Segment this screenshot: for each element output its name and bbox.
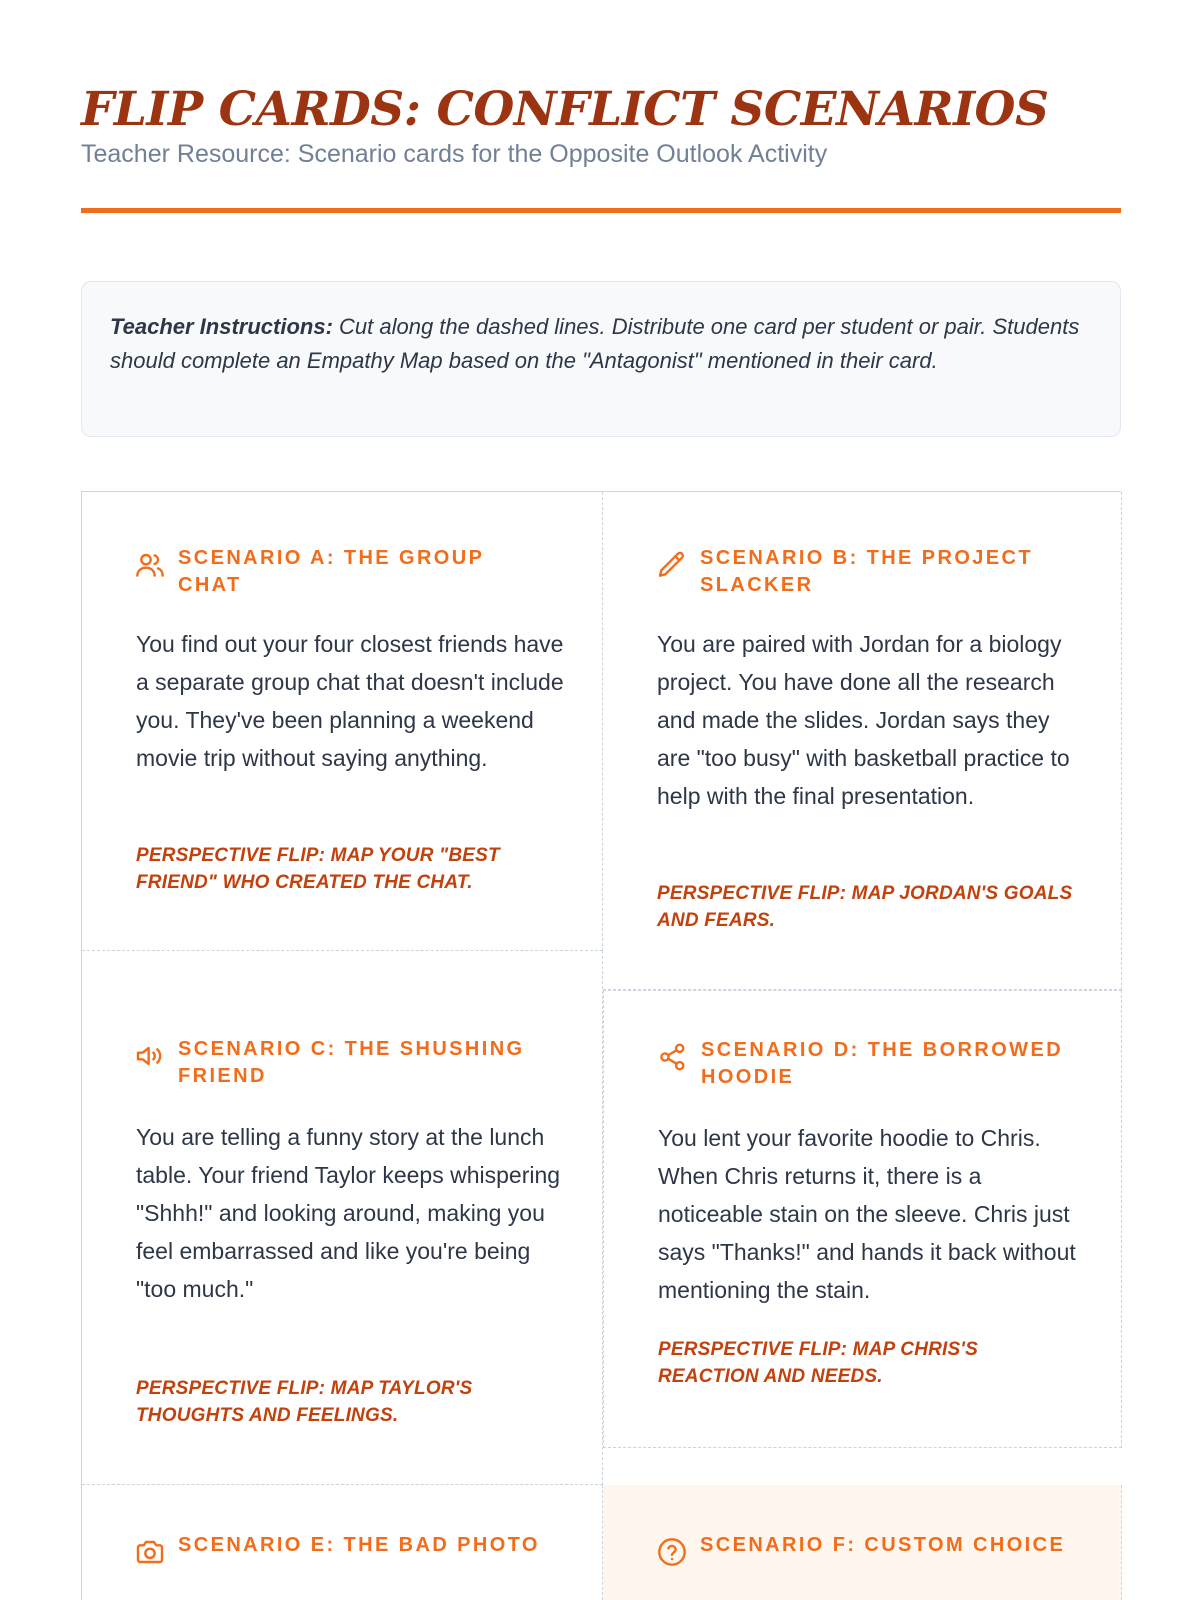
card-a-title: SCENARIO A: THE GROUP CHAT <box>178 547 484 596</box>
page-subtitle: Teacher Resource: Scenario cards for the Opposite Outlook Activity <box>81 140 828 168</box>
scenario-card-e <box>82 1485 603 1600</box>
question-circle-icon <box>656 1536 688 1568</box>
card-c-body: You are telling a funny story at the lunch table. Your friend Taylor keeps whispering "Shhh!" and looking around, making you feel embarrassed and like you're being "too much." <box>136 1124 561 1302</box>
scenario-card-c <box>82 951 603 1485</box>
page-header <box>81 80 1121 170</box>
card-d-body: You lent your favorite hoodie to Chris. When Chris returns it, there is a noticeable stain on the sleeve. Chris just says "Thanks!" and hands it back without mentioning the stain. <box>658 1125 1076 1303</box>
pencil-icon <box>656 549 688 581</box>
card-d-title: SCENARIO D: THE BORROWED HOODIE <box>701 1039 1064 1088</box>
speaker-icon <box>134 1040 166 1072</box>
header-divider <box>81 208 1121 213</box>
users-icon <box>134 549 166 581</box>
scenario-card-f <box>603 1485 1122 1600</box>
instructions-text: Cut along the dashed lines. Distribute one card per student or pair. Students should complete an Empathy Map based on the "Antagonist" mentioned in their card. <box>110 314 1080 373</box>
scenario-card-a <box>82 492 603 951</box>
scenario-card-b <box>603 492 1122 990</box>
page-title: FLIP CARDS: CONFLICT SCENARIOS <box>81 82 1049 137</box>
instructions-label: Teacher Instructions: <box>110 314 333 339</box>
card-e-title: SCENARIO E: THE BAD PHOTO <box>178 1534 540 1556</box>
camera-icon <box>134 1536 166 1568</box>
scenario-card-d <box>603 990 1122 1448</box>
card-c-perspective-flip: PERSPECTIVE FLIP: MAP TAYLOR'S THOUGHTS AND FEELINGS. <box>136 1378 473 1426</box>
card-b-body: You are paired with Jordan for a biology project. You have done all the research and made the slides. Jordan says they are "too busy" with basketball practice to help with the final presentation. <box>657 631 1070 809</box>
card-b-perspective-flip: PERSPECTIVE FLIP: MAP JORDAN'S GOALS AND FEARS. <box>657 883 1073 931</box>
card-b-title: SCENARIO B: THE PROJECT SLACKER <box>700 547 1034 596</box>
card-a-perspective-flip: PERSPECTIVE FLIP: MAP YOUR "BEST FRIEND" WHO CREATED THE CHAT. <box>136 845 500 893</box>
teacher-instructions-box <box>81 281 1121 437</box>
card-f-title: SCENARIO F: CUSTOM CHOICE <box>700 1534 1066 1556</box>
card-d-perspective-flip: PERSPECTIVE FLIP: MAP CHRIS'S REACTION AND NEEDS. <box>658 1339 978 1387</box>
card-a-body: You find out your four closest friends have a separate group chat that doesn't include you. They've been planning a weekend movie trip without saying anything. <box>136 631 564 771</box>
card-c-title: SCENARIO C: THE SHUSHING FRIEND <box>178 1038 525 1087</box>
share-icon <box>657 1041 689 1073</box>
